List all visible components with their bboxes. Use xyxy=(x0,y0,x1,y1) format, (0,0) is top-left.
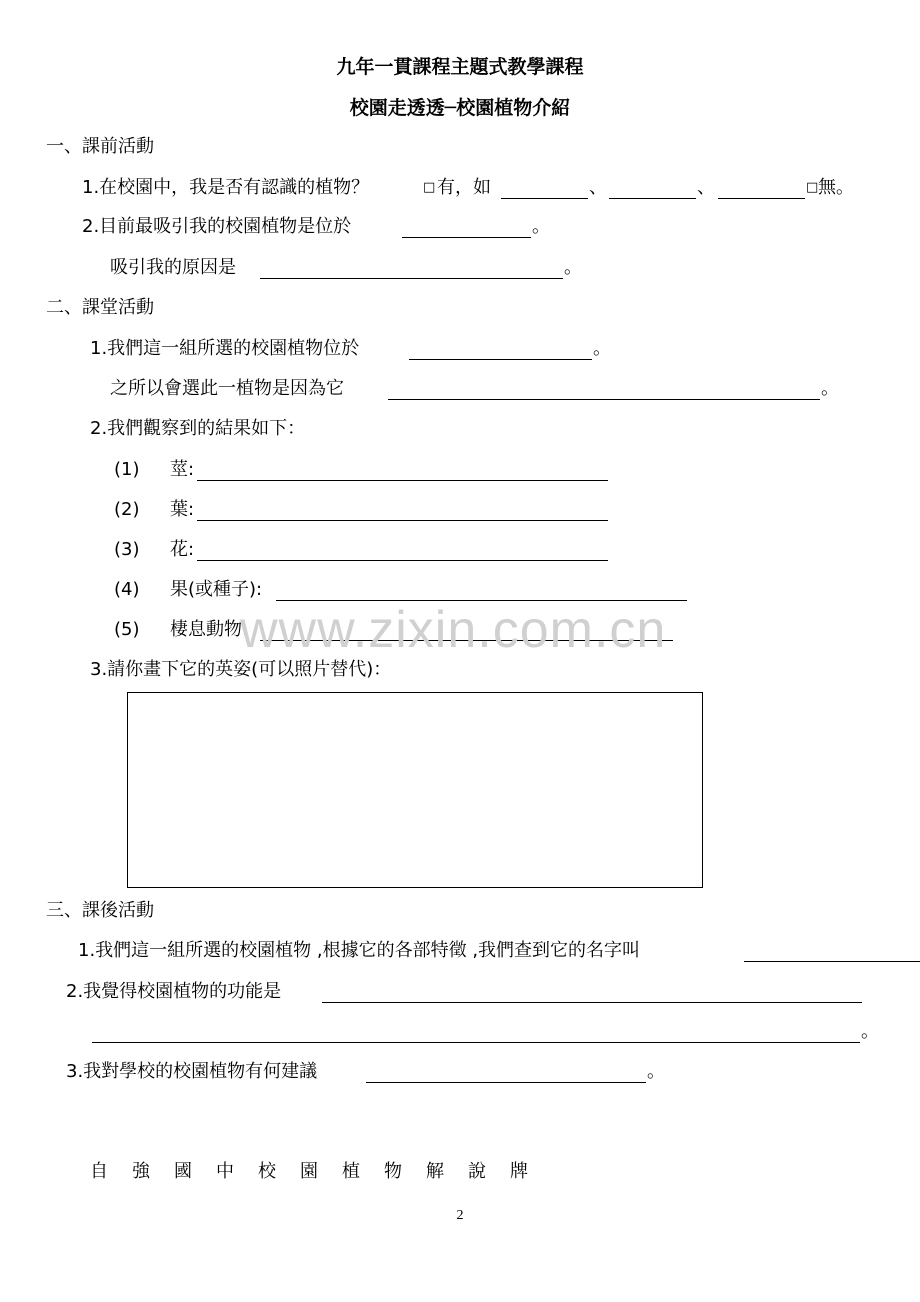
obs-num-3: (3) xyxy=(114,539,140,560)
s2-q1-period: 。 xyxy=(593,338,611,359)
s3-q2-period: 。 xyxy=(861,1021,879,1042)
obs-num-1: (1) xyxy=(114,459,140,480)
s2-q2-text: 2.我們觀察到的結果如下： xyxy=(90,418,306,439)
obs-blank-leaf[interactable] xyxy=(197,520,608,521)
s2-q1-text: 1.我們這一組所選的校園植物位於 xyxy=(90,338,360,359)
s1-q1-blank-1[interactable] xyxy=(501,198,588,199)
s1-q2-period: 。 xyxy=(532,216,550,237)
s1-q2-blank[interactable] xyxy=(402,237,531,238)
s3-q1-text: 1.我們這一組所選的校園植物 ,根據它的各部特徵 ,我們查到它的名字叫 xyxy=(78,940,641,961)
s1-q2-text: 2.目前最吸引我的校園植物是位於 xyxy=(82,216,352,237)
obs-blank-stem[interactable] xyxy=(197,480,608,481)
watermark: www.zixin.com.cn xyxy=(240,601,667,659)
page-number: 2 xyxy=(456,1208,464,1223)
s2-q1-blank[interactable] xyxy=(409,359,592,360)
obs-label-stem: 莖: xyxy=(170,459,195,480)
s2-q1b-period: 。 xyxy=(821,378,839,399)
s1-q1-sep-1: 、 xyxy=(589,177,607,198)
section-heading-in-class: 二、課堂活動 xyxy=(46,297,154,318)
s3-q2-text: 2.我覺得校園植物的功能是 xyxy=(66,981,282,1002)
s3-q2-blank-2[interactable] xyxy=(92,1042,860,1043)
s3-q3-text: 3.我對學校的校園植物有何建議 xyxy=(66,1061,318,1082)
s1-q1-checkbox-no[interactable]: □ xyxy=(806,180,819,195)
s2-q1b-text: 之所以會選此一植物是因為它 xyxy=(110,378,344,399)
obs-label-fruit: 果(或種子): xyxy=(170,579,263,600)
obs-num-4: (4) xyxy=(114,579,140,600)
s2-q3-text: 3.請你畫下它的英姿(可以照片替代)： xyxy=(90,659,392,680)
obs-label-animals: 棲息動物: xyxy=(170,619,249,640)
s1-q1-blank-2[interactable] xyxy=(609,198,696,199)
s1-q2b-period: 。 xyxy=(564,257,582,278)
page-subtitle: 校園走透透─校園植物介紹 xyxy=(349,97,571,119)
s1-q1-text: 1.在校園中，我是否有認識的植物？ xyxy=(82,177,370,198)
s1-q1-no-label: 無。 xyxy=(818,177,854,198)
signboard-title: 自強國中校園植物解說牌 xyxy=(90,1161,552,1182)
s1-q2b-text: 吸引我的原因是 xyxy=(110,257,236,278)
s1-q2b-blank[interactable] xyxy=(260,278,563,279)
s1-q1-checkbox-yes[interactable]: □ xyxy=(423,180,436,195)
s3-q1-blank[interactable] xyxy=(744,961,920,962)
s1-q1-yes-label: 有，如 xyxy=(437,177,491,198)
section-heading-pre-class: 一、課前活動 xyxy=(46,136,154,157)
s3-q3-period: 。 xyxy=(647,1061,665,1082)
obs-label-flower: 花: xyxy=(170,539,195,560)
s3-q2-blank-1[interactable] xyxy=(322,1002,862,1003)
s3-q3-blank[interactable] xyxy=(366,1082,646,1083)
s1-q1-blank-3[interactable] xyxy=(718,198,805,199)
obs-num-5: (5) xyxy=(114,619,140,640)
section-heading-after-class: 三、課後活動 xyxy=(46,900,154,921)
s1-q1-sep-2: 、 xyxy=(697,177,715,198)
page-title: 九年一貫課程主題式教學課程 xyxy=(336,56,584,78)
obs-blank-flower[interactable] xyxy=(197,560,608,561)
obs-num-2: (2) xyxy=(114,499,140,520)
drawing-box[interactable] xyxy=(127,692,703,888)
obs-label-leaf: 葉: xyxy=(170,499,195,520)
s2-q1b-blank[interactable] xyxy=(388,399,820,400)
